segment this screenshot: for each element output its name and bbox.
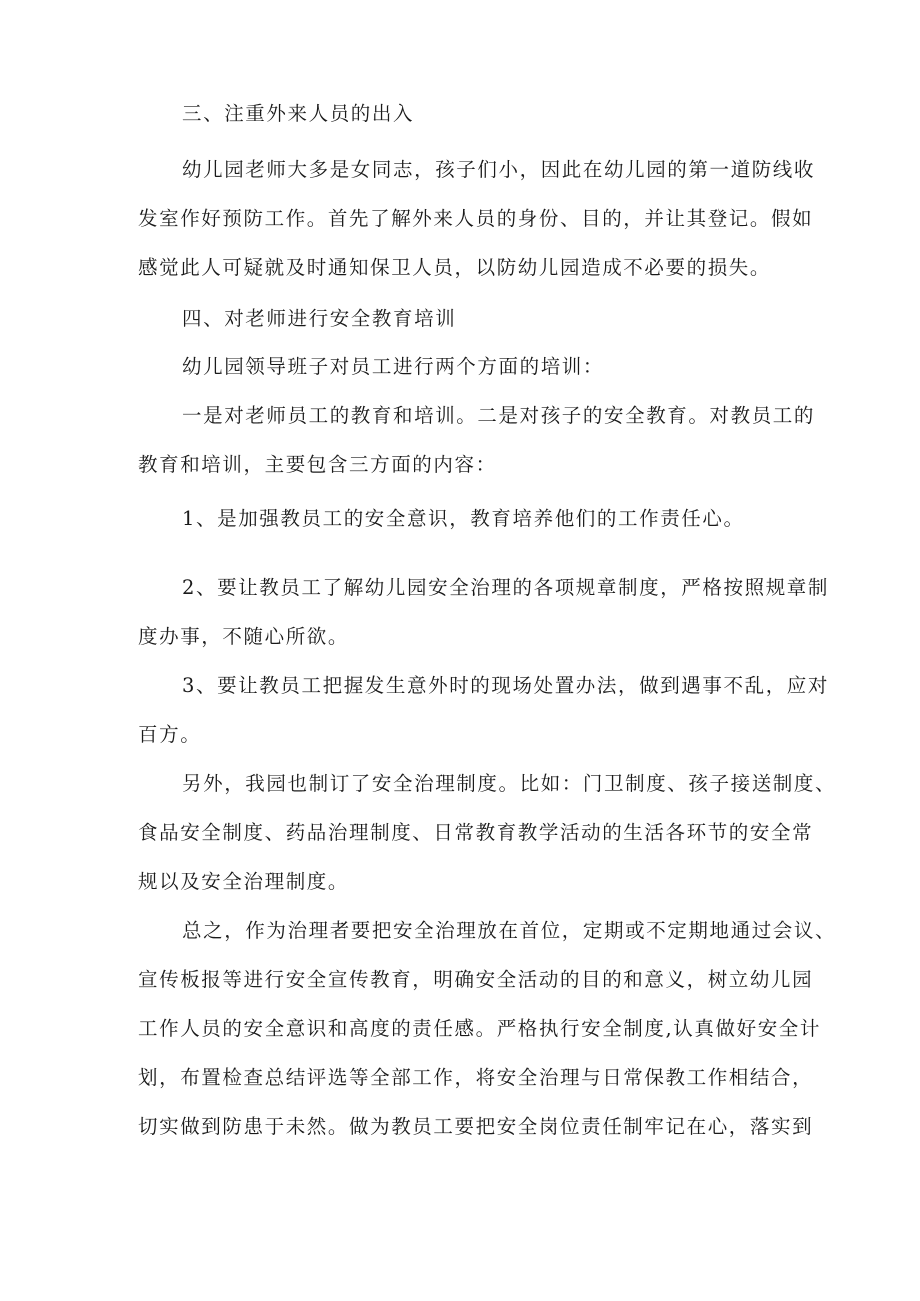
- paragraph-line: 教育和培训，主要包含三方面的内容：: [138, 453, 497, 476]
- list-item-3-cont: 百方。: [138, 723, 202, 746]
- paragraph-line: 宣传板报等进行安全宣传教育，明确安全活动的目的和意义，树立幼儿园: [138, 968, 814, 991]
- paragraph-line: 食品安全制度、药品治理制度、日常教育教学活动的生活各环节的安全常: [138, 821, 814, 844]
- list-item-1: 1、是加强教员工的安全意识，教育培养他们的工作责任心。: [182, 507, 745, 530]
- paragraph-line: 发室作好预防工作。首先了解外来人员的身份、目的，并让其登记。假如: [138, 207, 814, 230]
- paragraph-line: 工作人员的安全意识和高度的责任感。严格执行安全制度,认真做好安全计: [138, 1017, 821, 1040]
- paragraph-line: 规以及安全治理制度。: [138, 870, 350, 893]
- paragraph-line: 幼儿园领导班子对员工进行两个方面的培训：: [182, 355, 605, 378]
- paragraph-line: 幼儿园老师大多是女同志，孩子们小，因此在幼儿园的第一道防线收: [182, 158, 816, 181]
- paragraph-line: 一是对老师员工的教育和培训。二是对孩子的安全教育。对教员工的: [182, 404, 816, 427]
- paragraph-line: 切实做到防患于未然。做为教员工要把安全岗位责任制牢记在心，落实到: [138, 1115, 814, 1138]
- paragraph-line: 另外，我园也制订了安全治理制度。比如：门卫制度、孩子接送制度、: [182, 772, 837, 795]
- list-item-2-cont: 度办事，不随心所欲。: [138, 625, 350, 648]
- paragraph-line: 总之，作为治理者要把安全治理放在首位，定期或不定期地通过会议、: [182, 919, 837, 942]
- paragraph-line: 划，布置检查总结评选等全部工作，将安全治理与日常保教工作相结合，: [138, 1066, 814, 1089]
- list-item-3: 3、要让教员工把握发生意外时的现场处置办法，做到遇事不乱，应对: [182, 674, 830, 697]
- section-heading-3: 三、注重外来人员的出入: [182, 102, 415, 125]
- paragraph-line: 感觉此人可疑就及时通知保卫人员，以防幼儿园造成不必要的损失。: [138, 256, 772, 279]
- section-heading-4: 四、对老师进行安全教育培训: [182, 307, 457, 330]
- list-item-2: 2、要让教员工了解幼儿园安全治理的各项规章制度，严格按照规章制: [182, 576, 830, 599]
